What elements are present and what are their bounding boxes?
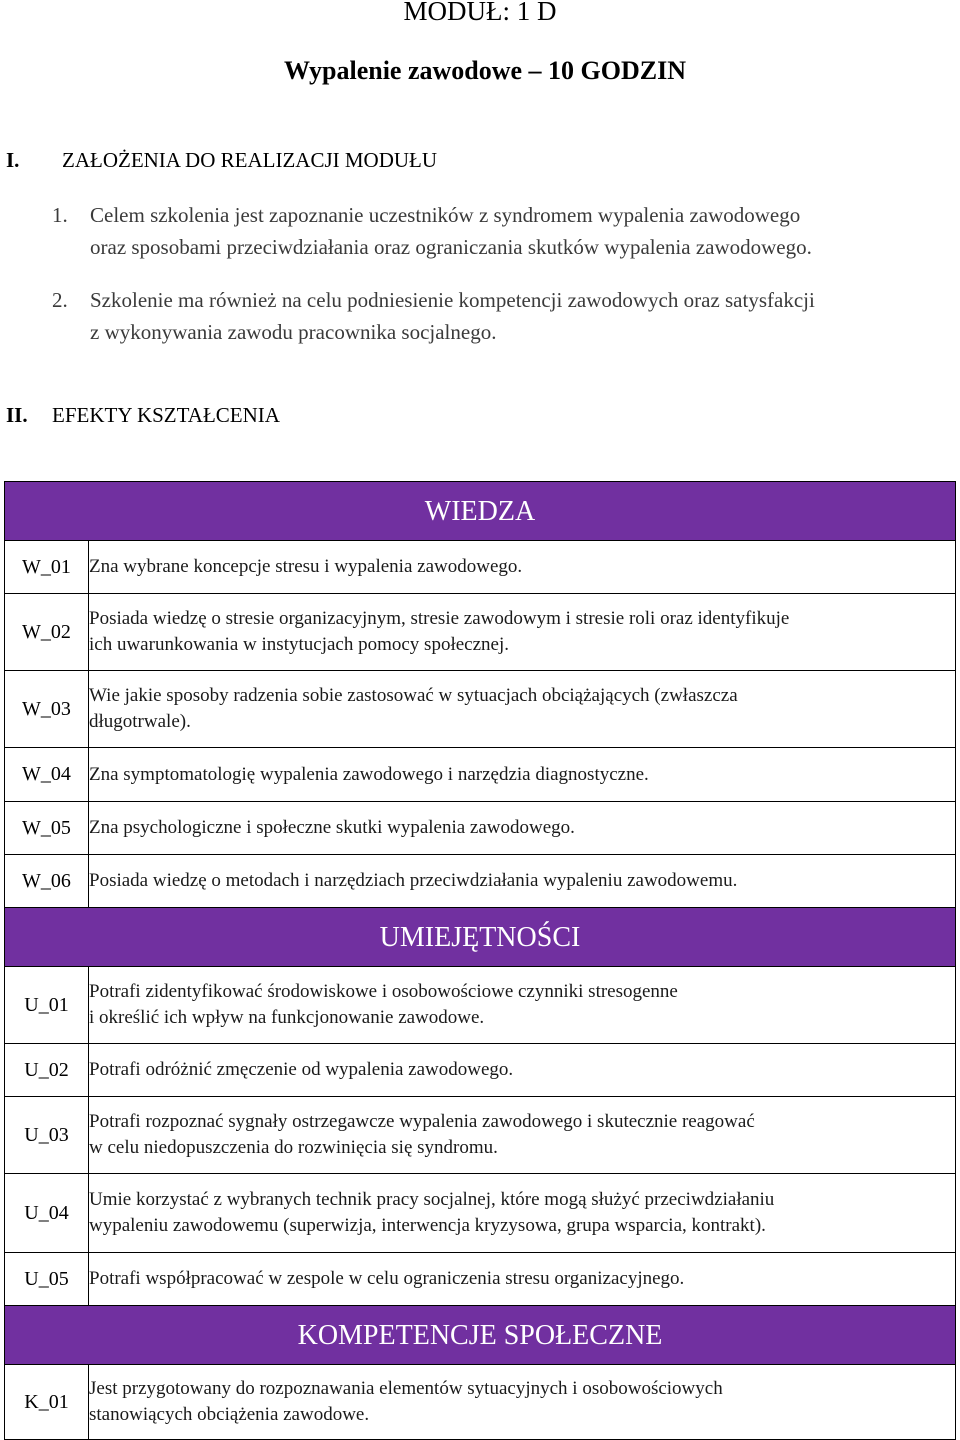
outcome-code: K_01: [5, 1365, 89, 1440]
outcome-description: Potrafi rozpoznać sygnały ostrzegawcze wypalenia zawodowego i skutecznie reagować w celu niedopuszczenia do rozwinięcia się syndromu.: [89, 1097, 956, 1174]
table-row: [5, 594, 956, 671]
outcome-code: W_05: [5, 802, 89, 855]
text-line: oraz sposobami przeciwdziałania oraz ograniczania skutków wypalenia zawodowego.: [90, 235, 812, 259]
section-2-title: EFEKTY KSZTAŁCENIA: [52, 403, 280, 427]
module-label: MODUŁ: 1 D: [403, 0, 557, 26]
outcome-description: Jest przygotowany do rozpoznawania elementów sytuacyjnych i osobowościowych stanowiących obciążenia zawodowe.: [89, 1365, 956, 1440]
section-2-number: II.: [6, 403, 28, 427]
category-header-umiejetnosci: UMIEJĘTNOŚCI: [5, 908, 956, 967]
table-row: [5, 671, 956, 748]
outcome-code: U_03: [5, 1097, 89, 1174]
table-row: [5, 541, 956, 594]
outcome-description: Wie jakie sposoby radzenia sobie zastosować w sytuacjach obciążających (zwłaszcza długotrwale).: [89, 671, 956, 748]
outcome-description: Zna wybrane koncepcje stresu i wypalenia zawodowego.: [89, 541, 956, 594]
section-1-item-1-number: 1.: [52, 203, 68, 227]
table-row: [5, 802, 956, 855]
table-row: [5, 967, 956, 1044]
section-1-number: I.: [6, 148, 20, 172]
outcome-description: Posiada wiedzę o stresie organizacyjnym, stresie zawodowym i stresie roli oraz identyfikuje ich uwarunkowania w instytucjach pomocy społecznej.: [89, 594, 956, 671]
outcome-description: Potrafi współpracować w zespole w celu ograniczenia stresu organizacyjnego.: [89, 1253, 956, 1306]
outcome-code: U_02: [5, 1044, 89, 1097]
category-header-row: [5, 482, 956, 541]
outcome-code: W_01: [5, 541, 89, 594]
table-row: [5, 748, 956, 802]
section-1-item-2-text: [90, 284, 952, 348]
category-header-kompetencje: KOMPETENCJE SPOŁECZNE: [5, 1306, 956, 1365]
learning-outcomes-table: [4, 481, 956, 1440]
outcome-code: W_06: [5, 855, 89, 908]
table-row: [5, 1253, 956, 1306]
outcome-description: Potrafi zidentyfikować środowiskowe i osobowościowe czynniki stresogenne i określić ich wpływ na funkcjonowanie zawodowe.: [89, 967, 956, 1044]
table-row: [5, 1365, 956, 1440]
section-1-item-2-number: 2.: [52, 288, 68, 312]
outcome-description: Posiada wiedzę o metodach i narzędziach przeciwdziałania wypaleniu zawodowemu.: [89, 855, 956, 908]
table-row: [5, 1097, 956, 1174]
text-line: Szkolenie ma również na celu podniesienie kompetencji zawodowych oraz satysfakcji: [90, 288, 815, 312]
outcome-code: W_02: [5, 594, 89, 671]
outcome-code: U_05: [5, 1253, 89, 1306]
document-title: Wypalenie zawodowe – 10 GODZIN: [283, 56, 687, 85]
category-header-row: [5, 1306, 956, 1365]
outcome-description: Umie korzystać z wybranych technik pracy socjalnej, które mogą służyć przeciwdziałaniu wypaleniu zawodowemu (superwizja, interwencja kryzysowa, grupa wsparcia, kontrakt).: [89, 1174, 956, 1253]
section-1-item-1-text: [90, 199, 952, 263]
category-header-wiedza: WIEDZA: [5, 482, 956, 541]
outcome-code: U_04: [5, 1174, 89, 1253]
outcome-code: W_03: [5, 671, 89, 748]
outcome-description: Zna symptomatologię wypalenia zawodowego i narzędzia diagnostyczne.: [89, 748, 956, 802]
category-header-row: [5, 908, 956, 967]
table-row: [5, 1174, 956, 1253]
table-row: [5, 1044, 956, 1097]
text-line: Celem szkolenia jest zapoznanie uczestników z syndromem wypalenia zawodowego: [90, 203, 801, 227]
outcome-code: W_04: [5, 748, 89, 802]
outcome-code: U_01: [5, 967, 89, 1044]
table-row: [5, 855, 956, 908]
text-line: z wykonywania zawodu pracownika socjalnego.: [90, 320, 497, 344]
section-1-title: ZAŁOŻENIA DO REALIZACJI MODUŁU: [62, 148, 438, 172]
outcome-description: Potrafi odróżnić zmęczenie od wypalenia zawodowego.: [89, 1044, 956, 1097]
outcome-description: Zna psychologiczne i społeczne skutki wypalenia zawodowego.: [89, 802, 956, 855]
